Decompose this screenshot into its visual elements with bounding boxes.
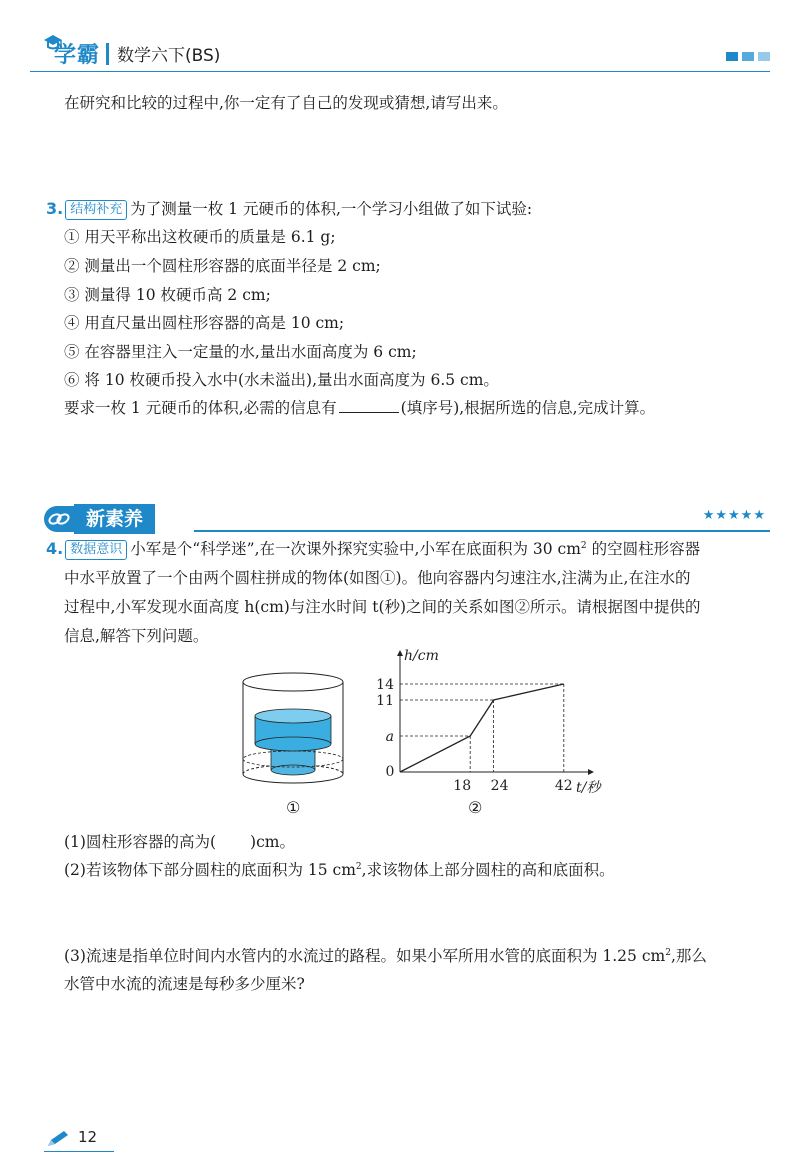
q3-ask-text: 要求一枚 1 元硬币的体积,必需的信息有	[64, 399, 337, 417]
figure-2-label: ②	[468, 798, 483, 817]
sub2-text-end: ,求该物体上部分圆柱的高和底面积。	[361, 861, 615, 879]
sub1-text-end: )cm。	[250, 833, 295, 851]
q3-item: ⑤ 在容器里注入一定量的水,量出水面高度为 6 cm;	[64, 343, 417, 361]
y-tick-label: 11	[376, 693, 394, 709]
q4-sub2	[64, 858, 615, 880]
cylinder-figure	[238, 668, 348, 788]
x-tick-label: 42	[554, 778, 573, 794]
superscript: 2	[580, 541, 587, 551]
origin-label: 0	[385, 764, 395, 780]
header-rule	[30, 71, 770, 72]
x-axis-label: t/秒	[576, 780, 601, 796]
brand-logo	[42, 38, 220, 69]
sub2-text: (2)若该物体下部分圆柱的底面积为 15 cm	[64, 861, 356, 879]
sub1-text: (1)圆柱形容器的高为(	[64, 833, 217, 851]
q3-item: ② 测量出一个圆柱形容器的底面半径是 2 cm;	[64, 257, 381, 275]
q4-sub1	[64, 830, 295, 852]
logo-separator	[106, 43, 109, 65]
x-axis-arrow	[588, 769, 594, 775]
x-tick-label: 24	[490, 778, 509, 794]
q4-text: 的空圆柱形容器	[586, 540, 701, 558]
superscript: 2	[665, 948, 671, 958]
line-chart	[366, 646, 606, 796]
header-decoration	[726, 52, 770, 61]
y-tick-label: a	[385, 729, 394, 745]
section-rule	[194, 530, 770, 532]
intro-line: 在研究和比较的过程中,你一定有了自己的发现或猜想,请写出来。	[64, 94, 508, 112]
y-tick-label: 14	[376, 677, 394, 693]
logo-text: 学霸	[54, 43, 101, 68]
answer-blank[interactable]	[339, 399, 399, 413]
q4-line2: 中水平放置了一个由两个圆柱拼成的物体(如图①)。他向容器内匀速注水,注满为止,在注水的	[64, 569, 691, 587]
question-number: 3.	[46, 199, 64, 218]
q4-line3: 过程中,小军发现水面高度 h(cm)与注水时间 t(秒)之间的关系如图②所示。请根据图中提供的	[64, 598, 701, 616]
series-line	[400, 684, 564, 772]
difficulty-stars: ★★★★★	[702, 508, 766, 523]
q3-item: ④ 用直尺量出圆柱形容器的高是 10 cm;	[64, 314, 345, 332]
q3-ask	[64, 396, 655, 418]
q3-stem	[46, 197, 532, 220]
q4-sub3-line1	[64, 944, 707, 966]
q4-line4: 信息,解答下列问题。	[64, 627, 209, 645]
book-title: 数学六下(BS)	[117, 46, 221, 66]
page-number: 12	[78, 1128, 98, 1146]
link-icon	[44, 506, 74, 532]
q4-sub3-line2: 水管中水流的流速是每秒多少厘米?	[64, 975, 305, 993]
question-tag: 数据意识	[65, 540, 127, 560]
section-banner	[44, 504, 770, 534]
superscript: 2	[355, 862, 362, 872]
q3-item: ⑥ 将 10 枚硬币投入水中(水未溢出),量出水面高度为 6.5 cm。	[64, 371, 499, 389]
page-footer	[44, 1128, 114, 1152]
q3-item: ③ 测量得 10 枚硬币高 2 cm;	[64, 286, 271, 304]
sub3-text: (3)流速是指单位时间内水管内的水流过的路程。如果小军所用水管的底面积为 1.25 cm	[64, 947, 666, 965]
pencil-icon	[44, 1130, 70, 1148]
page-header	[30, 34, 770, 70]
q4-text: 小军是个“科学迷”,在一次课外探究实验中,小军在底面积为 30 cm	[130, 540, 581, 558]
q3-stem-text: 为了测量一枚 1 元硬币的体积,一个学习小组做了如下试验:	[130, 200, 533, 218]
q3-ask-text-end: (填序号),根据所选的信息,完成计算。	[400, 399, 656, 417]
y-axis-arrow	[397, 650, 403, 656]
section-title: 新素养	[74, 504, 155, 534]
y-axis-label: h/cm	[404, 648, 439, 664]
graduation-cap-icon	[42, 32, 64, 54]
q3-item: ① 用天平称出这枚硬币的质量是 6.1 g;	[64, 228, 336, 246]
sub3-text-end: ,那么	[670, 947, 707, 965]
question-number: 4.	[46, 539, 64, 558]
figure-1-label: ①	[286, 798, 301, 817]
question-tag: 结构补充	[65, 200, 127, 220]
x-tick-label: 18	[453, 778, 472, 794]
q4-line1	[46, 537, 700, 560]
footer-rule	[44, 1151, 114, 1152]
